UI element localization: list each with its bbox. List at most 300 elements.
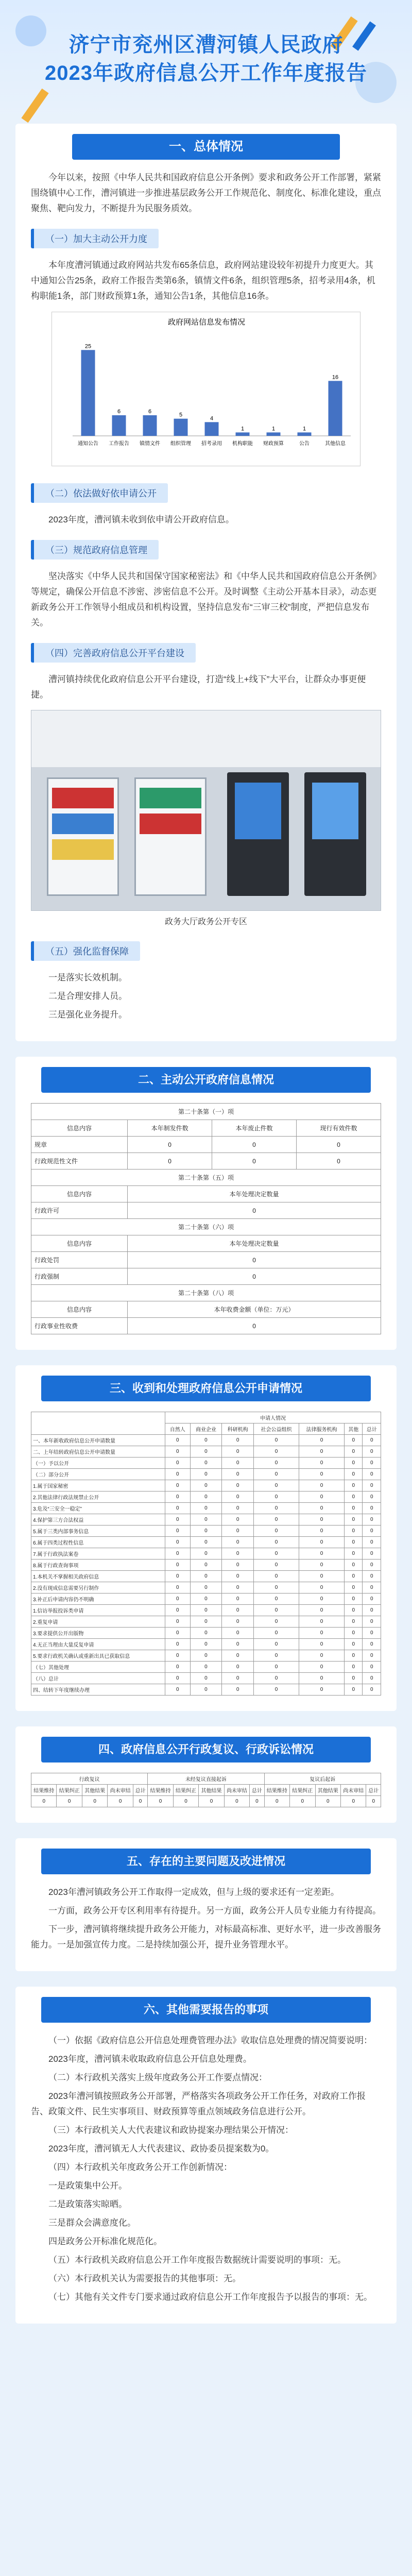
table-cell: 0 xyxy=(363,1435,381,1446)
section-heading: 五、存在的主要问题及改进情况 xyxy=(41,1849,371,1874)
table-cell: 0 xyxy=(190,1560,222,1571)
table-row xyxy=(31,1548,381,1560)
table-cell: 0 xyxy=(254,1594,299,1605)
bar xyxy=(236,432,250,436)
table-cell: 0 xyxy=(222,1628,254,1639)
bar-value-label: 6 xyxy=(117,409,121,415)
table-cell: 0 xyxy=(190,1571,222,1582)
table-row xyxy=(31,1526,381,1537)
table-cell: 0 xyxy=(254,1684,299,1696)
table-cell: 0 xyxy=(190,1492,222,1503)
table-header: 复议后起诉 xyxy=(264,1773,381,1785)
row-label: 四、结转下年度继续办理 xyxy=(31,1684,165,1696)
table-cell: 0 xyxy=(345,1662,363,1673)
table-cell: 行政事业性收费 xyxy=(31,1318,128,1334)
data-table xyxy=(31,1103,381,1334)
list-item: （四）本行政机关年度政务公开工作创新情况： xyxy=(48,2162,232,2172)
table-cell: 0 xyxy=(345,1514,363,1526)
table-cell: 0 xyxy=(345,1582,363,1594)
table-cell: 行政规范性文件 xyxy=(31,1153,128,1170)
table-header: 尚未审结 xyxy=(341,1785,366,1796)
table-cell: 0 xyxy=(363,1560,381,1571)
table-header: 其他结果 xyxy=(199,1785,224,1796)
table-row xyxy=(31,1628,381,1639)
table-cell: 0 xyxy=(190,1594,222,1605)
table-cell: 0 xyxy=(165,1594,191,1605)
table-cell: 0 xyxy=(82,1796,107,1807)
table-cell: 0 xyxy=(190,1662,222,1673)
table-cell: 0 xyxy=(108,1796,133,1807)
table-cell: 0 xyxy=(190,1526,222,1537)
table-header: 本年处理决定数量 xyxy=(128,1235,381,1252)
chart-title: 政府网站信息发布情况 xyxy=(167,318,246,327)
table-cell: 0 xyxy=(250,1796,264,1807)
table-row xyxy=(31,1480,381,1492)
table-cell: 0 xyxy=(299,1582,345,1594)
table-cell: 0 xyxy=(165,1662,191,1673)
table-cell: 0 xyxy=(224,1796,249,1807)
table-cell: 0 xyxy=(222,1514,254,1526)
table-cell: 0 xyxy=(254,1639,299,1650)
list-item: 三是群众会满意度化。 xyxy=(48,2218,136,2228)
table-cell: 0 xyxy=(254,1458,299,1469)
table-header: 信息内容 xyxy=(31,1120,128,1137)
report-header xyxy=(0,0,412,124)
table-cell: 0 xyxy=(190,1514,222,1526)
table-cell: 0 xyxy=(190,1628,222,1639)
table-group-head: 第二十条第（六）项 xyxy=(31,1219,381,1235)
paragraph: 坚决落实《中华人民共和国保守国家秘密法》和《中华人民共和国政府信息公开条例》等规定，确保公开信息不涉密、涉密信息不公开。及时调整《主动公开基本目录》，动态更新政务公开工作领导小组成员和机构设置，坚持信息发布“三审三校”制度，严把信息发布关。 xyxy=(31,571,381,628)
table-cell: 0 xyxy=(254,1514,299,1526)
table-cell: 0 xyxy=(222,1458,254,1469)
table-cell: 0 xyxy=(190,1435,222,1446)
category-label: 公告 xyxy=(299,441,310,447)
photo-brochure xyxy=(52,839,114,860)
table-cell: 0 xyxy=(128,1137,212,1153)
table-cell: 0 xyxy=(222,1469,254,1480)
category-label: 其他信息 xyxy=(325,441,346,447)
list-item: （三）本行政机关人大代表建议和政协提案办理结果公开情况： xyxy=(48,2125,294,2135)
paragraph: 2023年度，漕河镇未收到依申请公开政府信息。 xyxy=(48,515,234,524)
row-label: 7.属于行政执法案卷 xyxy=(31,1548,165,1560)
row-label: 3.要求提供公开出版物 xyxy=(31,1628,165,1639)
table-cell: 0 xyxy=(222,1684,254,1696)
table-cell: 0 xyxy=(190,1605,222,1616)
hall-photo xyxy=(31,710,381,911)
table-header: 总计 xyxy=(250,1785,264,1796)
table-cell: 0 xyxy=(299,1503,345,1514)
bar xyxy=(174,419,188,436)
table-cell: 0 xyxy=(299,1616,345,1628)
photo-brochure xyxy=(52,788,114,808)
table-cell: 0 xyxy=(165,1560,191,1571)
table-cell: 行政处罚 xyxy=(31,1252,128,1268)
table-cell: 0 xyxy=(222,1639,254,1650)
table-cell: 0 xyxy=(165,1582,191,1594)
table-cell: 0 xyxy=(299,1594,345,1605)
table-cell: 0 xyxy=(363,1582,381,1594)
table-cell: 行政强制 xyxy=(31,1268,128,1285)
table-cell: 0 xyxy=(128,1202,381,1219)
list-item: 四是政务公开标准化规范化。 xyxy=(48,2236,162,2246)
paragraph: 一方面，政务公开专区利用率有待提升。另一方面，政务公开人员专业能力有待提高。 xyxy=(48,1906,381,1916)
table-cell: 0 xyxy=(363,1458,381,1469)
table-header: 结果维持 xyxy=(31,1785,57,1796)
section-heading: 三、收到和处理政府信息公开申请情况 xyxy=(41,1376,371,1401)
table-cell: 0 xyxy=(345,1571,363,1582)
table-cell: 0 xyxy=(212,1137,297,1153)
list-item: 2023年度，漕河镇未收取政府信息公开信息处理费。 xyxy=(48,2054,252,2064)
list-item: 二是合理安排人员。 xyxy=(48,991,127,1001)
table-cell: 0 xyxy=(363,1537,381,1548)
table-header: 其他结果 xyxy=(82,1785,107,1796)
bar-value-label: 6 xyxy=(148,409,152,415)
table-cell: 0 xyxy=(222,1537,254,1548)
table-cell: 0 xyxy=(222,1480,254,1492)
table-cell: 0 xyxy=(165,1492,191,1503)
table-cell: 0 xyxy=(363,1594,381,1605)
table-cell: 0 xyxy=(363,1548,381,1560)
report-title-line1: 济宁市兖州区漕河镇人民政府 xyxy=(68,33,344,56)
table-header: 总计 xyxy=(366,1785,381,1796)
table-row xyxy=(31,1469,381,1480)
subheading: （二）依法做好依申请公开 xyxy=(31,483,168,503)
table-cell: 0 xyxy=(254,1560,299,1571)
table-header: 科研机构 xyxy=(222,1423,254,1435)
table-cell: 0 xyxy=(363,1526,381,1537)
table-header: 结果纠正 xyxy=(290,1785,315,1796)
table-header: 未经复议直接起诉 xyxy=(148,1773,264,1785)
row-label: 1.信访举报投诉类申请 xyxy=(31,1605,165,1616)
table-cell: 0 xyxy=(254,1650,299,1662)
table-row xyxy=(31,1605,381,1616)
subheading: （四）完善政府信息公开平台建设 xyxy=(31,643,196,663)
table-cell: 0 xyxy=(363,1480,381,1492)
table-cell: 0 xyxy=(190,1639,222,1650)
table-row xyxy=(31,1582,381,1594)
list-item: 三是强化业务提升。 xyxy=(48,1010,127,1020)
list-item: （二）本行政机关落实上级年度政务公开工作要点情况： xyxy=(48,2073,267,2082)
table-header: 信息内容 xyxy=(31,1186,128,1202)
bar xyxy=(81,350,95,436)
list-item: 一是政策集中公开。 xyxy=(48,2181,127,2191)
table-cell: 0 xyxy=(254,1446,299,1458)
table-cell: 0 xyxy=(190,1446,222,1458)
table-cell: 0 xyxy=(345,1526,363,1537)
category-label: 通知公告 xyxy=(78,441,98,447)
table-cell: 0 xyxy=(345,1560,363,1571)
bar xyxy=(112,415,126,436)
table-cell: 0 xyxy=(165,1480,191,1492)
row-label: 3.补正后申请内容仍不明确 xyxy=(31,1594,165,1605)
decor-stripe xyxy=(21,89,48,123)
table-cell: 0 xyxy=(190,1480,222,1492)
table-cell: 0 xyxy=(299,1492,345,1503)
review-table xyxy=(31,1773,381,1807)
table-cell: 0 xyxy=(222,1560,254,1571)
table-cell: 0 xyxy=(299,1639,345,1650)
table-cell: 0 xyxy=(222,1594,254,1605)
table-cell: 0 xyxy=(345,1435,363,1446)
subheading: （一）加大主动公开力度 xyxy=(31,229,159,248)
table-cell: 0 xyxy=(254,1548,299,1560)
table-cell: 0 xyxy=(363,1446,381,1458)
table-cell: 0 xyxy=(165,1514,191,1526)
table-header: 其他结果 xyxy=(315,1785,340,1796)
table-cell: 0 xyxy=(345,1537,363,1548)
list-item: 2023年漕河镇按照政务公开部署，严格落实各项政务公开工作任务，对政府工作报告、政策文件、民生实事项目、财政预算等重点领域政务信息进行公开。 xyxy=(31,2091,366,2116)
table-cell: 0 xyxy=(345,1480,363,1492)
table-cell: 0 xyxy=(165,1571,191,1582)
table-row xyxy=(31,1537,381,1548)
row-label: 2.重复申请 xyxy=(31,1616,165,1628)
table-header: 商业企业 xyxy=(190,1423,222,1435)
table-cell: 0 xyxy=(345,1616,363,1628)
table-cell: 0 xyxy=(363,1639,381,1650)
table-cell: 0 xyxy=(190,1458,222,1469)
table-cell: 0 xyxy=(222,1571,254,1582)
category-label: 招考录用 xyxy=(201,441,222,447)
row-label: （一）予以公开 xyxy=(31,1458,165,1469)
table-cell: 0 xyxy=(133,1796,147,1807)
table-row xyxy=(31,1446,381,1458)
table-cell: 0 xyxy=(299,1458,345,1469)
table-cell: 0 xyxy=(222,1616,254,1628)
table-cell: 0 xyxy=(345,1446,363,1458)
table-row xyxy=(31,1650,381,1662)
table-cell: 0 xyxy=(363,1684,381,1696)
table-cell: 0 xyxy=(363,1503,381,1514)
table-cell: 0 xyxy=(128,1268,381,1285)
table-cell: 0 xyxy=(366,1796,381,1807)
list-item: （七）其他有关文件专门要求通过政府信息公开工作年度报告予以报告的事项：无。 xyxy=(48,2292,372,2302)
table-cell: 0 xyxy=(254,1571,299,1582)
table-cell: 0 xyxy=(222,1446,254,1458)
table-cell: 0 xyxy=(299,1469,345,1480)
paragraph: 下一步，漕河镇将继续提升政务公开能力，对标最高标准、更好水平，进一步改善服务能力。一是加强宣传力度。二是持续加强公开，提升业务管理水平。 xyxy=(31,1924,381,1950)
row-label: 4.保护第三方合法权益 xyxy=(31,1514,165,1526)
photo-kiosk-screen xyxy=(312,783,358,839)
table-cell: 0 xyxy=(363,1469,381,1480)
photo-caption: 政务大厅政务公开专区 xyxy=(164,918,247,926)
table-cell: 0 xyxy=(222,1492,254,1503)
row-label: 一、本年新收政府信息公开申请数量 xyxy=(31,1435,165,1446)
bar-chart xyxy=(52,312,360,466)
table-cell: 0 xyxy=(212,1153,297,1170)
table-row xyxy=(31,1616,381,1628)
table-cell: 0 xyxy=(363,1514,381,1526)
table-cell: 0 xyxy=(345,1458,363,1469)
category-label: 镇情文件 xyxy=(140,441,160,447)
table-cell: 0 xyxy=(222,1503,254,1514)
photo-kiosk-screen xyxy=(235,783,281,839)
bar-value-label: 1 xyxy=(241,426,245,432)
table-cell: 0 xyxy=(345,1639,363,1650)
row-label: （二）部分公开 xyxy=(31,1469,165,1480)
table-cell: 0 xyxy=(190,1684,222,1696)
section-problems xyxy=(15,1838,397,1971)
section-other xyxy=(15,1987,397,2324)
table-cell: 0 xyxy=(299,1605,345,1616)
table-cell: 0 xyxy=(299,1526,345,1537)
table-group-head: 第二十条第（五）项 xyxy=(31,1170,381,1186)
table-row xyxy=(31,1796,381,1807)
table-header-row xyxy=(31,1785,381,1796)
row-label: 二、上年结转政府信息公开申请数量 xyxy=(31,1446,165,1458)
table-cell: 0 xyxy=(165,1605,191,1616)
table-cell: 0 xyxy=(165,1639,191,1650)
table-cell: 0 xyxy=(199,1796,224,1807)
category-label: 财政预算 xyxy=(263,441,284,447)
table-header: 尚未审结 xyxy=(224,1785,249,1796)
table-cell: 0 xyxy=(299,1446,345,1458)
table-header: 尚未审结 xyxy=(108,1785,133,1796)
table-header: 本年处理决定数量 xyxy=(128,1186,381,1202)
table-cell: 0 xyxy=(254,1435,299,1446)
table-cell: 0 xyxy=(299,1650,345,1662)
table-cell: 0 xyxy=(173,1796,198,1807)
section-review-litigation xyxy=(15,1726,397,1823)
table-cell: 0 xyxy=(254,1605,299,1616)
section-active-disclosure xyxy=(15,1057,397,1350)
bar xyxy=(329,381,342,436)
table-cell: 0 xyxy=(222,1605,254,1616)
table-cell: 0 xyxy=(57,1796,82,1807)
table-cell: 0 xyxy=(165,1616,191,1628)
table-row xyxy=(31,1594,381,1605)
table-cell: 0 xyxy=(345,1628,363,1639)
table-cell: 0 xyxy=(190,1469,222,1480)
bar-value-label: 4 xyxy=(210,415,214,422)
table-cell: 0 xyxy=(254,1537,299,1548)
table-cell: 0 xyxy=(345,1594,363,1605)
table-header: 社会公益组织 xyxy=(254,1423,299,1435)
table-cell: 0 xyxy=(254,1582,299,1594)
table-cell: 0 xyxy=(345,1469,363,1480)
table-cell: 0 xyxy=(363,1628,381,1639)
bar xyxy=(205,422,219,436)
bar xyxy=(143,415,157,436)
row-label: 6.属于四类过程性信息 xyxy=(31,1537,165,1548)
bar xyxy=(267,432,281,436)
photo-brochure xyxy=(140,788,201,808)
row-label: 1.本机关不掌握相关政府信息 xyxy=(31,1571,165,1582)
section-heading: 二、主动公开政府信息情况 xyxy=(41,1067,371,1093)
row-label: 2.没有现成信息需要另行制作 xyxy=(31,1582,165,1594)
paragraph: 本年度漕河镇通过政府网站共发布65条信息，政府网站建设较年初提升力度更大。其中通知公告25条，政府工作报告类第6条，镇情文件6条，组织管理5条，招考录用4条，机构职能1条，部门财政预算1条，通知公告1条，其他信息16条。 xyxy=(31,260,375,301)
table-cell: 0 xyxy=(299,1480,345,1492)
table-header: 申请人情况 xyxy=(165,1412,381,1423)
table-group-head: 第二十条第（一）项 xyxy=(31,1104,381,1120)
table-row xyxy=(31,1514,381,1526)
section-heading: 四、政府信息公开行政复议、行政诉讼情况 xyxy=(41,1737,371,1762)
photo-brochure xyxy=(52,814,114,834)
bar-value-label: 5 xyxy=(179,412,183,418)
section-heading: 一、总体情况 xyxy=(72,134,340,160)
table-cell: 0 xyxy=(222,1673,254,1684)
bar-value-label: 1 xyxy=(302,426,306,432)
table-cell: 0 xyxy=(254,1662,299,1673)
row-label: （八）总计 xyxy=(31,1673,165,1684)
table-cell: 0 xyxy=(363,1492,381,1503)
table-cell: 0 xyxy=(290,1796,315,1807)
bar-value-label: 25 xyxy=(84,343,92,350)
table-row xyxy=(31,1560,381,1571)
table-cell: 0 xyxy=(165,1446,191,1458)
applications-table xyxy=(31,1412,381,1696)
table-header: 其他 xyxy=(345,1423,363,1435)
table-cell: 0 xyxy=(363,1673,381,1684)
table-cell: 0 xyxy=(299,1514,345,1526)
table-cell: 0 xyxy=(299,1537,345,1548)
table-header: 现行有效件数 xyxy=(297,1120,381,1137)
row-label: 2.其他法律行政法规禁止公开 xyxy=(31,1492,165,1503)
category-label: 组织管理 xyxy=(170,441,191,447)
table-cell: 0 xyxy=(345,1503,363,1514)
table-cell: 0 xyxy=(254,1616,299,1628)
paragraph: 2023年漕河镇政务公开工作取得一定成效，但与上级的要求还有一定差距。 xyxy=(48,1887,339,1897)
table-cell: 0 xyxy=(165,1650,191,1662)
table-header: 本年收费金额（单位：万元） xyxy=(128,1301,381,1318)
table-cell: 0 xyxy=(128,1153,212,1170)
table-cell: 0 xyxy=(148,1796,173,1807)
list-item: （六）本行政机关认为需要报告的其他事项：无。 xyxy=(48,2274,241,2283)
table-cell: 0 xyxy=(128,1252,381,1268)
table-header: 自然人 xyxy=(165,1423,191,1435)
table-cell: 0 xyxy=(264,1796,289,1807)
row-label: 8.属于行政查询事项 xyxy=(31,1560,165,1571)
table-header: 信息内容 xyxy=(31,1235,128,1252)
table-cell: 0 xyxy=(345,1548,363,1560)
table-group-head: 第二十条第（八）项 xyxy=(31,1285,381,1301)
list-item: 二是政策落实晾晒。 xyxy=(48,2199,127,2209)
table-cell: 0 xyxy=(299,1560,345,1571)
row-label: 1.属于国家秘密 xyxy=(31,1480,165,1492)
table-cell: 0 xyxy=(222,1582,254,1594)
table-cell: 0 xyxy=(222,1650,254,1662)
table-row xyxy=(31,1503,381,1514)
row-label: 4.无正当理由大量反复申请 xyxy=(31,1639,165,1650)
table-cell: 0 xyxy=(299,1435,345,1446)
table-cell: 0 xyxy=(363,1571,381,1582)
table-row xyxy=(31,1639,381,1650)
table-cell: 行政许可 xyxy=(31,1202,128,1219)
photo-brochure xyxy=(140,814,201,834)
table-cell: 0 xyxy=(165,1526,191,1537)
table-row xyxy=(31,1571,381,1582)
subheading: （三）规范政府信息管理 xyxy=(31,540,159,560)
table-cell: 0 xyxy=(254,1492,299,1503)
table-cell: 0 xyxy=(345,1684,363,1696)
bar xyxy=(298,432,312,436)
table-row xyxy=(31,1684,381,1696)
paragraph: 漕河镇持续优化政府信息公开平台建设，打造“线上+线下”大平台，让群众办事更便捷。 xyxy=(31,674,366,700)
table-cell: 0 xyxy=(341,1796,366,1807)
table-cell: 0 xyxy=(165,1548,191,1560)
other-items-list xyxy=(31,2033,381,2305)
table-cell: 0 xyxy=(254,1673,299,1684)
table-cell: 0 xyxy=(190,1537,222,1548)
table-header: 结果维持 xyxy=(264,1785,289,1796)
table-cell: 0 xyxy=(190,1548,222,1560)
table-cell: 0 xyxy=(190,1616,222,1628)
table-header: 本年废止件数 xyxy=(212,1120,297,1137)
table-cell: 0 xyxy=(363,1662,381,1673)
table-cell: 0 xyxy=(254,1469,299,1480)
table-cell: 0 xyxy=(345,1492,363,1503)
table-cell: 0 xyxy=(299,1548,345,1560)
table-row xyxy=(31,1458,381,1469)
